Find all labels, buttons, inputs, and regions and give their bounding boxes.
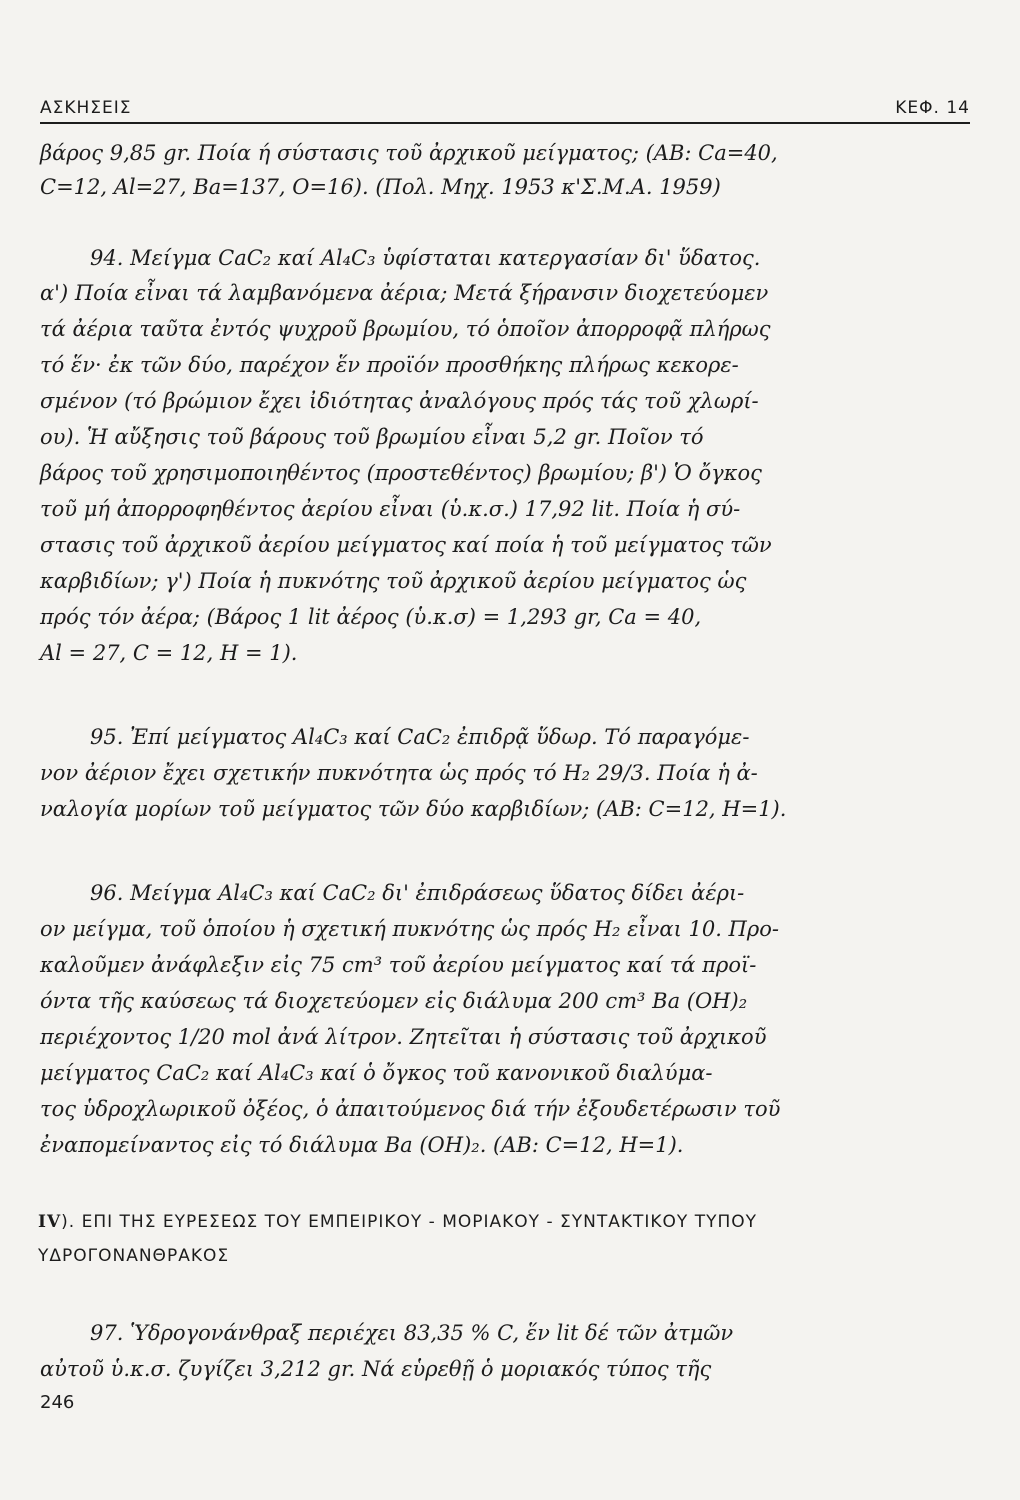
text-line: καρβιδίων; γ') Ποία ἡ πυκνότης τοῦ ἀρχικοῦ ἀερίου μείγματος ὡς: [40, 569, 747, 593]
text-line: ον μείγμα, τοῦ ὁποίου ἡ σχετική πυκνότης ὡς πρός H₂ εἶναι 10. Προ-: [40, 917, 779, 941]
text-line: όντα τῆς καύσεως τά διοχετεύομεν εἰς διάλυμα 200 cm³ Ba (OH)₂: [40, 989, 748, 1013]
text-line: C=12, Al=27, Ba=137, O=16). (Πολ. Μηχ. 1953 κ'Σ.Μ.Α. 1959): [40, 175, 721, 199]
exercise-94-start: 94. Μείγμα CaC₂ καί Al₄C₃ ὑφίσταται κατεργασίαν δι' ὕδατος.: [90, 246, 761, 270]
text-line: ου). Ἡ αὔξησις τοῦ βάρους τοῦ βρωμίου εἶναι 5,2 gr. Ποῖον τό: [40, 425, 704, 449]
text-line: μείγματος CaC₂ καί Al₄C₃ καί ὁ ὄγκος τοῦ κανονικοῦ διαλύμα-: [40, 1061, 713, 1085]
text-line: περιέχοντος 1/20 mol ἀνά λίτρον. Ζητεῖται ἡ σύστασις τοῦ ἀρχικοῦ: [40, 1025, 767, 1049]
text-line: τοῦ μή ἀπορροφηθέντος ἀερίου εἶναι (ὑ.κ.σ.) 17,92 lit. Ποία ἡ σύ-: [40, 497, 741, 521]
exercise-97-start: 97. Ὑδρογονάνθραξ περιέχει 83,35 % C, ἕν lit δέ τῶν ἀτμῶν: [90, 1321, 734, 1345]
chapter-label: ΚΕΦ. 14: [895, 98, 970, 118]
header-title: ΑΣΚΗΣΕΙΣ: [40, 98, 132, 118]
page-number: 246: [40, 1392, 75, 1413]
text-line: βάρος 9,85 gr. Ποία ή σύστασις τοῦ ἀρχικοῦ μείγματος; (ΑΒ: Ca=40,: [40, 141, 778, 165]
text-line: σμένον (τό βρώμιον ἔχει ἰδιότητας ἀναλόγους πρός τάς τοῦ χλωρί-: [40, 389, 759, 413]
text-line: Al = 27, C = 12, H = 1).: [40, 641, 298, 665]
text-line: τό ἕν· ἐκ τῶν δύο, παρέχον ἕν προϊόν προσθήκης πλήρως κεκορε-: [40, 353, 739, 377]
section-heading: [38, 1212, 998, 1232]
text-line: πρός τόν ἀέρα; (Βάρος 1 lit ἀέρος (ὑ.κ.σ) = 1,293 gr, Ca = 40,: [40, 605, 702, 629]
text-line: νον ἀέριον ἔχει σχετικήν πυκνότητα ὡς πρός τό H₂ 29/3. Ποία ἡ ἀ-: [40, 761, 758, 785]
section-heading-line2: ΥΔΡΟΓΟΝΑΝΘΡΑΚΟΣ: [38, 1246, 230, 1266]
text-line: ναλογία μορίων τοῦ μείγματος τῶν δύο καρβιδίων; (ΑΒ: C=12, H=1).: [40, 797, 787, 821]
exercise-96-start: 96. Μείγμα Al₄C₃ καί CaC₂ δι' ἐπιδράσεως ὕδατος δίδει ἀέρι-: [90, 881, 745, 905]
text-line: αὐτοῦ ὑ.κ.σ. ζυγίζει 3,212 gr. Νά εὑρεθῇ ὁ μοριακός τύπος τῆς: [40, 1357, 712, 1381]
text-line: καλοῦμεν ἀνάφλεξιν εἰς 75 cm³ τοῦ ἀερίου μείγματος καί τά προϊ-: [40, 953, 757, 977]
text-line: ἐναπομείναντος εἰς τό διάλυμα Ba (OH)₂. (ΑΒ: C=12, H=1).: [40, 1133, 684, 1157]
section-heading-text: ). ΕΠΙ ΤΗΣ ΕΥΡΕΣΕΩΣ ΤΟΥ ΕΜΠΕΙΡΙΚΟΥ - ΜΟΡΙΑΚΟΥ - ΣΥΝΤΑΚΤΙΚΟΥ ΤΥΠΟΥ: [61, 1212, 758, 1232]
text-line: α') Ποία εἶναι τά λαμβανόμενα ἀέρια; Μετά ξήρανσιν διοχετεύομεν: [40, 281, 769, 305]
text-line: στασις τοῦ ἀρχικοῦ ἀερίου μείγματος καί ποία ἡ τοῦ μείγματος τῶν: [40, 533, 772, 557]
text-line: βάρος τοῦ χρησιμοποιηθέντος (προστεθέντος) βρωμίου; β') Ὁ ὄγκος: [40, 461, 762, 485]
exercise-95-start: 95. Ἐπί μείγματος Al₄C₃ καί CaC₂ ἐπιδρᾷ ὕδωρ. Τό παραγόμε-: [90, 725, 750, 749]
text-line: τος ὑδροχλωρικοῦ ὀξέος, ὁ ἀπαιτούμενος διά τήν ἐξουδετέρωσιν τοῦ: [40, 1097, 781, 1121]
text-line: τά ἀέρια ταῦτα ἐντός ψυχροῦ βρωμίου, τό ὁποῖον ἀπορροφᾷ πλήρως: [40, 317, 771, 341]
section-numeral: IV: [38, 1212, 62, 1232]
page-header: [40, 96, 970, 124]
